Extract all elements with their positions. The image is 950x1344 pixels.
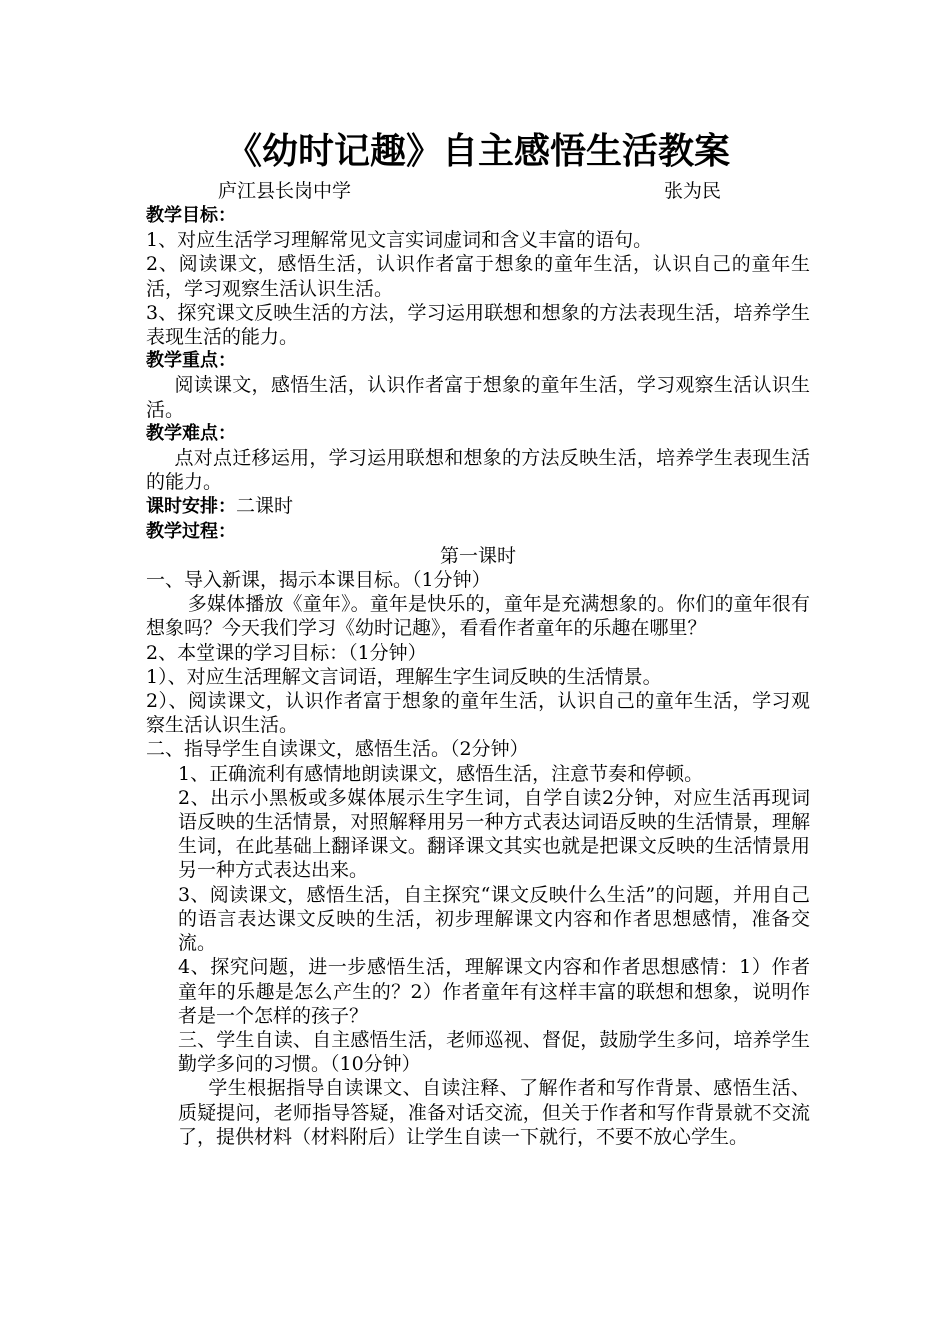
schedule-line	[146, 494, 810, 519]
section-2-item-2: 2、出示小黑板或多媒体展示生字生词，自学自读2分钟，对应生活再现词语反映的生活情景，对照解释用另一种方式表达词语反映的生活情景，理解生词，在此基础上翻译课文。翻译课文其实也就是把课文反映的生活情景用另一种方式表达出来。	[178, 786, 810, 882]
section-2-item-4: 4、探究问题，进一步感悟生活，理解课文内容和作者思想感情：1）作者童年的乐趣是怎么产生的？2）作者童年有这样丰富的联想和想象，说明作者是一个怎样的孩子？	[178, 956, 810, 1027]
section-1-2-heading: 2、本堂课的学习目标：（1分钟）	[146, 641, 427, 664]
section-3-text: 学生根据指导自读课文、自读注释、了解作者和写作背景、感悟生活、质疑提问，老师指导答疑，准备对话交流，但关于作者和写作背景就不交流了，提供材料（材料附后）让学生自读一下就行，不要不放心学生。	[178, 1077, 810, 1148]
document-title: 《幼时记趣》自主感悟生活教案	[225, 131, 730, 172]
goal-item-3: 3、探究课文反映生活的方法，学习运用联想和想象的方法表现生活，培养学生表现生活的能力。	[146, 301, 810, 349]
section-2-item-3: 3、阅读课文，感悟生活，自主探究“课文反映什么生活”的问题，并用自己的语言表达课文反映的生活，初步理解课文内容和作者思想感情，准备交流。	[178, 883, 810, 955]
section-3-heading: 三、学生自读、自主感悟生活，老师巡视、督促，鼓励学生多问，培养学生勤学多问的习惯。（10分钟）	[178, 1028, 810, 1076]
key-points-heading: 教学重点：	[146, 350, 236, 372]
goal-item-2: 2、阅读课文，感悟生活，认识作者富于想象的童年生活，认识自己的童年生活，学习观察生活认识生活。	[146, 253, 810, 300]
process-heading: 教学过程：	[146, 520, 236, 542]
author-name: 张为民	[664, 180, 722, 202]
byline	[146, 178, 810, 204]
section-1-2-item-1: 1）、对应生活理解文言词语，理解生字生词反映的生活情景。	[146, 665, 662, 688]
schedule-value: 二课时	[236, 495, 294, 518]
goals-heading: 教学目标：	[146, 205, 236, 226]
goal-item-1: 1、对应生活学习理解常见文言实词虚词和含义丰富的语句。	[146, 229, 653, 252]
difficulty-heading: 教学难点：	[146, 422, 236, 444]
school-name: 庐江县长岗中学	[218, 180, 352, 202]
document-page	[146, 128, 810, 1149]
lesson-title: 第一课时	[439, 544, 516, 567]
key-points-text: 阅读课文，感悟生活，认识作者富于想象的童年生活，学习观察生活认识生活。	[146, 374, 810, 421]
schedule-heading: 课时安排：	[146, 496, 236, 518]
difficulty-text: 点对点迁移运用，学习运用联想和想象的方法反映生活，培养学生表现生活的能力。	[146, 447, 810, 494]
section-1-text: 多媒体播放《童年》。童年是快乐的，童年是充满想象的。你们的童年很有想象吗？今天我们学习《幼时记趣》，看看作者童年的乐趣在哪里？	[146, 593, 810, 640]
section-1-heading: 一、导入新课，揭示本课目标。（1分钟）	[146, 569, 491, 592]
section-2-item-1: 1、正确流利有感情地朗读课文，感悟生活，注意节奏和停顿。	[178, 762, 704, 785]
section-1-2-item-2: 2）、阅读课文，认识作者富于想象的童年生活，认识自己的童年生活，学习观察生活认识生活。	[146, 690, 810, 737]
section-2-heading: 二、指导学生自读课文，感悟生活。（2分钟）	[146, 738, 529, 761]
